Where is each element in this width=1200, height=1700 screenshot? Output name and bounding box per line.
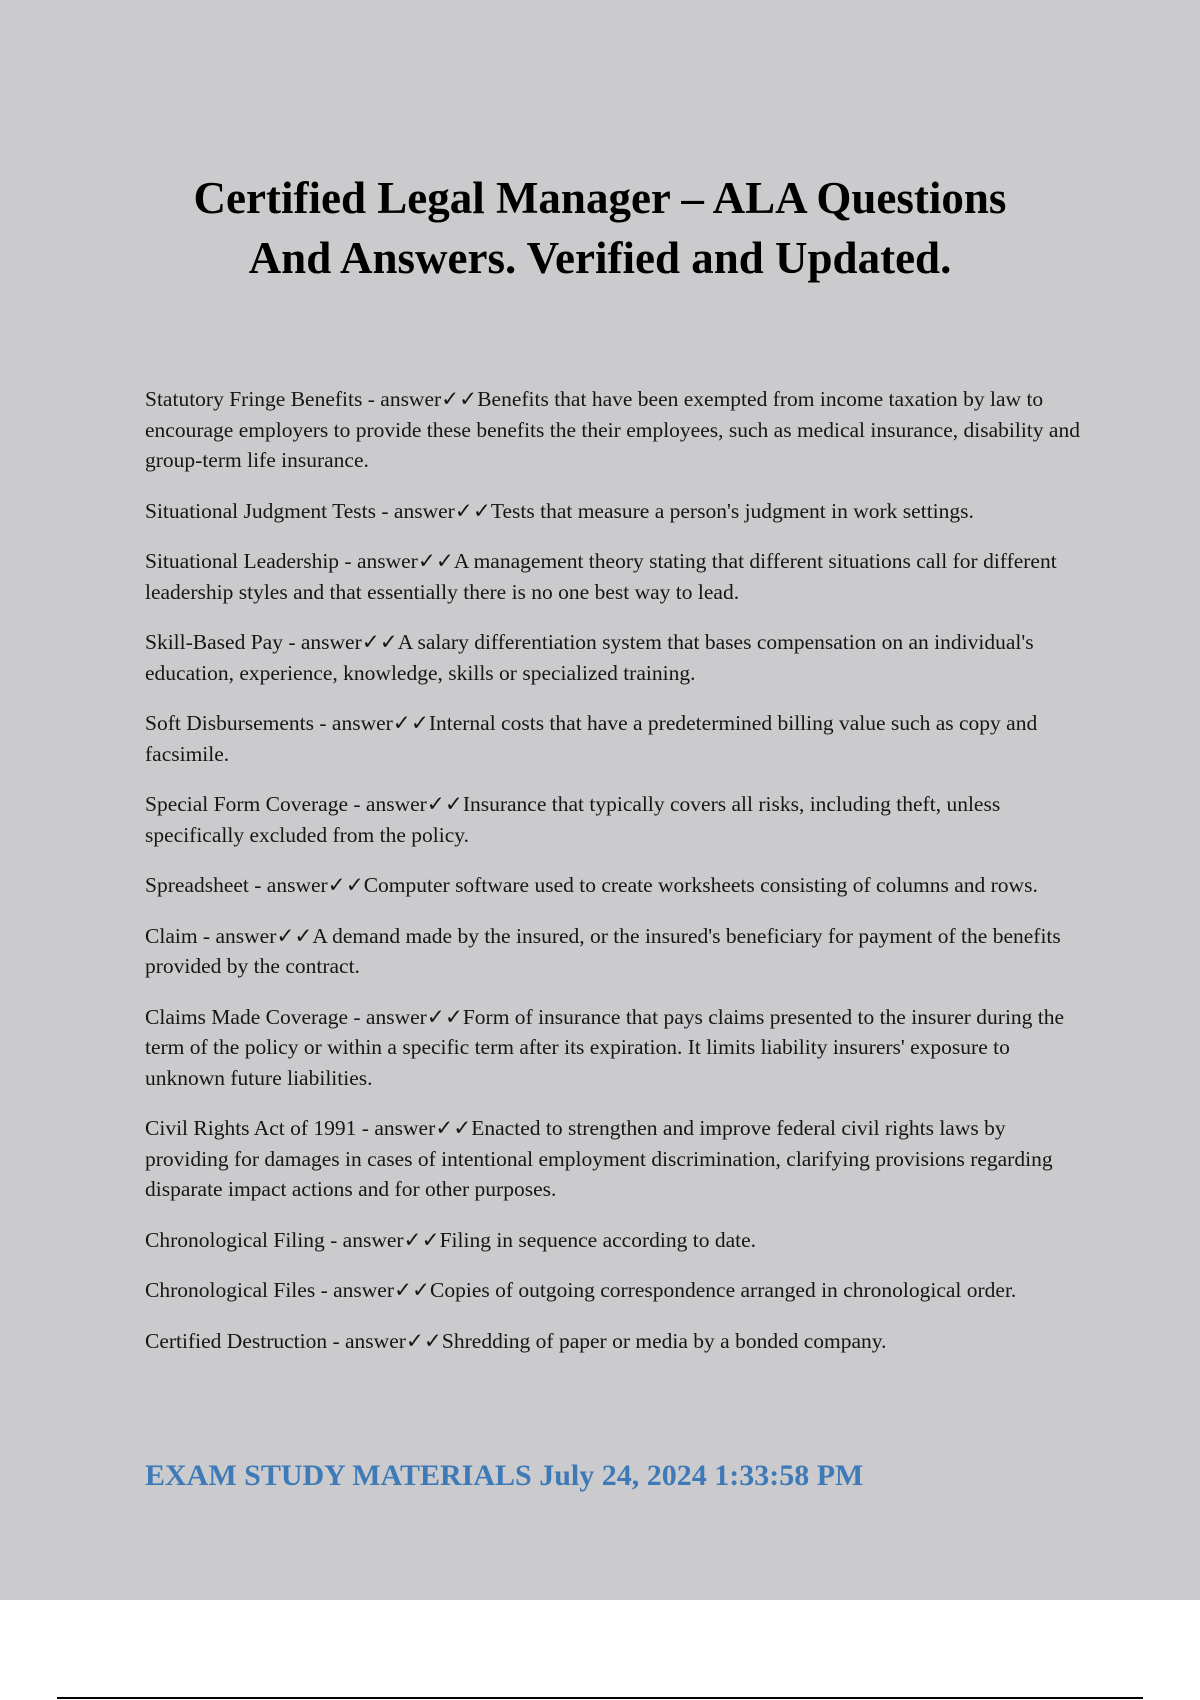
glossary-entry: Special Form Coverage - answer✓✓Insurance that typically covers all risks, including theft, unless specifically excluded from the policy.	[145, 792, 1001, 847]
title-line-1: Certified Legal Manager – ALA Questions	[193, 173, 1007, 223]
glossary-entry: Chronological Filing - answer✓✓Filing in sequence according to date.	[145, 1227, 757, 1252]
document-title	[100, 168, 1100, 288]
glossary-entry: Statutory Fringe Benefits - answer✓✓Benefits that have been exempted from income taxation by law to encourage employers to provide these benefits the their employees, such as medical insurance, disability and group-term life insurance.	[145, 387, 1080, 472]
glossary-entry: Claim - answer✓✓A demand made by the insured, or the insured's beneficiary for payment of the benefits provided by the contract.	[145, 923, 1061, 978]
glossary-entry: Situational Judgment Tests - answer✓✓Tests that measure a person's judgment in work settings.	[145, 498, 974, 523]
glossary-entry: Spreadsheet - answer✓✓Computer software used to create worksheets consisting of columns and rows.	[145, 873, 1038, 897]
exam-study-materials-stamp: EXAM STUDY MATERIALS July 24, 2024 1:33:58 PM	[145, 1459, 864, 1492]
glossary-entry: Chronological Files - answer✓✓Copies of outgoing correspondence arranged in chronological order.	[145, 1278, 1017, 1302]
glossary-entry: Civil Rights Act of 1991 - answer✓✓Enacted to strengthen and improve federal civil rights laws by providing for damages in cases of intentional employment discrimination, clarifying provisions regarding disparate impact actions and for other purposes.	[145, 1116, 1053, 1201]
page-bottom-rule	[57, 1697, 1143, 1699]
title-line-2: And Answers. Verified and Updated.	[248, 233, 952, 283]
glossary-entry: Certified Destruction - answer✓✓Shredding of paper or media by a bonded company.	[145, 1328, 887, 1353]
glossary-entries	[145, 384, 1090, 1376]
glossary-entry: Skill-Based Pay - answer✓✓A salary differentiation system that bases compensation on an individual's education, experience, knowledge, skills or specialized training.	[145, 630, 1034, 685]
glossary-entry: Claims Made Coverage - answer✓✓Form of insurance that pays claims presented to the insurer during the term of the policy or within a specific term after its expiration. It limits liability insurers' exposure to unknown future liabilities.	[145, 1004, 1065, 1090]
glossary-entry: Situational Leadership - answer✓✓A management theory stating that different situations call for different leadership styles and that essentially there is no one best way to lead.	[145, 549, 1057, 604]
glossary-entry: Soft Disbursements - answer✓✓Internal costs that have a predetermined billing value such as copy and facsimile.	[145, 711, 1038, 766]
